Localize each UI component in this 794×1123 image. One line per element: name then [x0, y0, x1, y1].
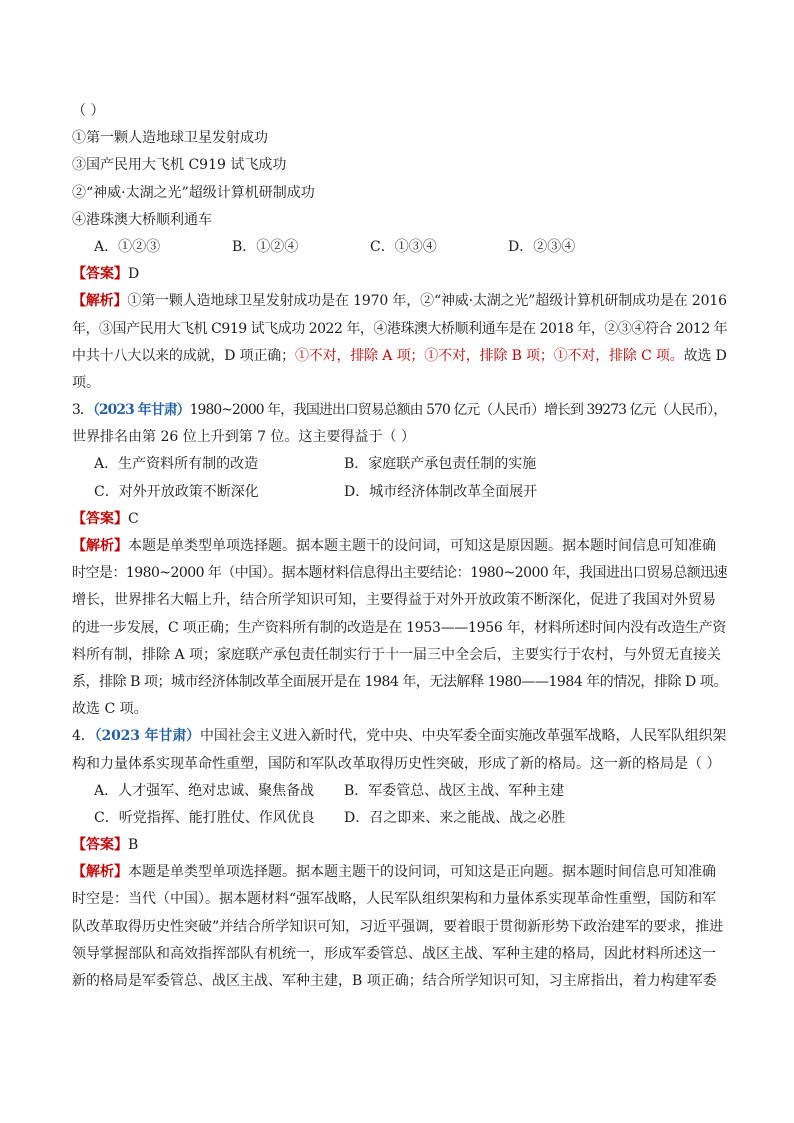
q4-analysis-line-4: 领导掌握部队和高效指挥部队有机统一，形成军委管总、战区主战、军种主建的格局，因此材料所述这一 [72, 945, 716, 962]
q2-analysis-line-2: 年，③国产民用大飞机 C919 试飞成功 2022 年，④港珠澳大桥顺利通车是在 2018 年，②③④符合 2012 年 [72, 320, 728, 337]
question-number: 4． [72, 728, 95, 745]
q2-item-1: ①第一颗人造地球卫星发射成功 [72, 130, 268, 147]
q3-stem-line-1 [72, 397, 727, 424]
q4-option-b: B．军委管总、战区主战、军种主建 [344, 782, 565, 799]
analysis-text: 本题是单类型单项选择题。据本题主题干的设问词，可知这是原因题。据本题时间信息可知准确 [128, 538, 716, 554]
q3-option-c: C．对外开放政策不断深化 [94, 483, 259, 500]
q2-item-2: ③国产民用大飞机 C919 试飞成功 [72, 157, 287, 174]
q2-answer [72, 261, 727, 288]
q2-option-b: B．①②④ [232, 238, 299, 255]
q2-option-c: C．①③④ [370, 238, 437, 255]
q4-option-d: D．召之即来、来之能战、战之必胜 [344, 809, 566, 826]
q3-answer [72, 506, 727, 533]
q3-analysis-line-3: 增长，世界排名大幅上升，结合所学知识可知，主要得益于对外开放政策不断深化，促进了我国对外贸易 [72, 592, 716, 609]
q3-options-row-2 [72, 479, 727, 506]
q4-options-row-2 [72, 805, 727, 832]
q3-analysis-line-7: 故选 C 项。 [72, 701, 148, 718]
q2-analysis-line-4: 项。 [72, 374, 100, 391]
q3-option-b: B．家庭联产承包责任制的实施 [344, 456, 537, 473]
q2-item-3: ②“神威·太湖之光”超级计算机研制成功 [72, 184, 315, 201]
analysis-tag: 【解析】 [72, 864, 128, 881]
q3-analysis-line-1 [72, 533, 727, 560]
q4-options-row-1 [72, 778, 727, 805]
q3-option-d: D．城市经济体制改革全面展开 [344, 483, 538, 500]
q3-analysis-line-5: 料所有制，排除 A 项；家庭联产承包责任制实行于十一届三中全会后，主要实行于农村，与外贸无直接关 [72, 646, 722, 663]
answer-value: B [128, 837, 139, 854]
question-stem: 1980~2000 年，我国进出口贸易总额由 570 亿元（人民币）增长到 39273 亿元（人民币）， [189, 402, 727, 419]
q4-answer [72, 832, 727, 859]
analysis-text: 故选 D [683, 347, 727, 364]
answer-value: C [128, 510, 139, 527]
answer-tag: 【答案】 [72, 837, 128, 854]
q4-analysis-line-5: 新的格局是军委管总、战区主战、军种主建，B 项正确；结合所学知识可知，习主席指出，着力构建军委 [72, 973, 717, 989]
q2-options [72, 234, 727, 261]
analysis-highlight: ①不对，排除 A 项；①不对，排除 B 项；①不对，排除 C 项。 [294, 347, 684, 364]
question-stem: 中国社会主义进入新时代，党中央、中央军委全面实施改革强军战略，人民军队组织架 [200, 728, 727, 745]
answer-value: D [128, 266, 140, 283]
question-source: （2023 年甘肃） [92, 402, 190, 419]
q4-analysis-line-2: 时空是：当代（中国）。据本题材料“强军战略，人民军队组织架构和力量体系实现革命性重塑，国防和军 [72, 891, 717, 908]
analysis-text: 本题是单类型单项选择题。据本题主题干的设问词，可知这是正向题。据本题时间信息可知准确 [128, 864, 716, 881]
analysis-tag: 【解析】 [72, 293, 128, 310]
q4-option-a: A．人才强军、绝对忠诚、聚焦备战 [94, 782, 315, 799]
q4-stem-line-2: 构和力量体系实现革命性重塑，国防和军队改革取得历史性突破，形成了新的格局。这一新的格局是（ ） [72, 755, 721, 772]
question-source: （2023 年甘肃） [94, 728, 201, 745]
answer-tag: 【答案】 [72, 266, 128, 283]
q2-analysis-line-3 [72, 343, 727, 370]
analysis-text: ①第一颗人造地球卫星发射成功是在 1970 年，②“神威·太湖之光”超级计算机研制成功是在 2016 [127, 293, 727, 310]
q2-option-a: A．①②③ [94, 238, 161, 255]
q4-stem-line-1 [72, 723, 727, 750]
q3-option-a: A．生产资料所有制的改造 [94, 456, 259, 473]
q4-analysis-line-1 [72, 859, 727, 886]
q3-analysis-line-6: 系，排除 B 项；城市经济体制改革全面展开是在 1984 年，无法解释 1980——1984 年的情况，排除 D 项。 [72, 673, 727, 690]
q2-bracket: （ ） [72, 103, 105, 119]
answer-tag: 【答案】 [72, 510, 128, 527]
document-page [72, 98, 727, 995]
q3-analysis-line-4: 的进一步发展，C 项正确；生产资料所有制的改造是在 1953——1956 年，材料所述时间内没有改造生产资 [72, 619, 727, 636]
q2-option-d: D．②③④ [508, 238, 576, 255]
question-number: 3． [72, 402, 93, 419]
q3-analysis-line-2: 时空是：1980~2000 年（中国）。据本题材料信息得出主要结论：1980~2000 年，我国进出口贸易总额迅速 [72, 565, 728, 582]
q2-analysis-line-1 [72, 288, 727, 315]
q3-options-row-1 [72, 451, 727, 478]
q4-option-c: C．听党指挥、能打胜仗、作风优良 [94, 809, 315, 826]
q4-analysis-line-3: 队改革取得历史性突破”并结合所学知识可知，习近平强调，要着眼于贯彻新形势下政治建军的要求，推进 [72, 918, 724, 935]
q3-stem-line-2: 世界排名由第 26 位上升到第 7 位。这主要得益于（ ） [72, 429, 415, 446]
q2-item-4: ④港珠澳大桥顺利通车 [72, 211, 212, 228]
analysis-text: 中共十八大以来的成就，D 项正确； [72, 347, 295, 364]
analysis-tag: 【解析】 [72, 538, 128, 554]
